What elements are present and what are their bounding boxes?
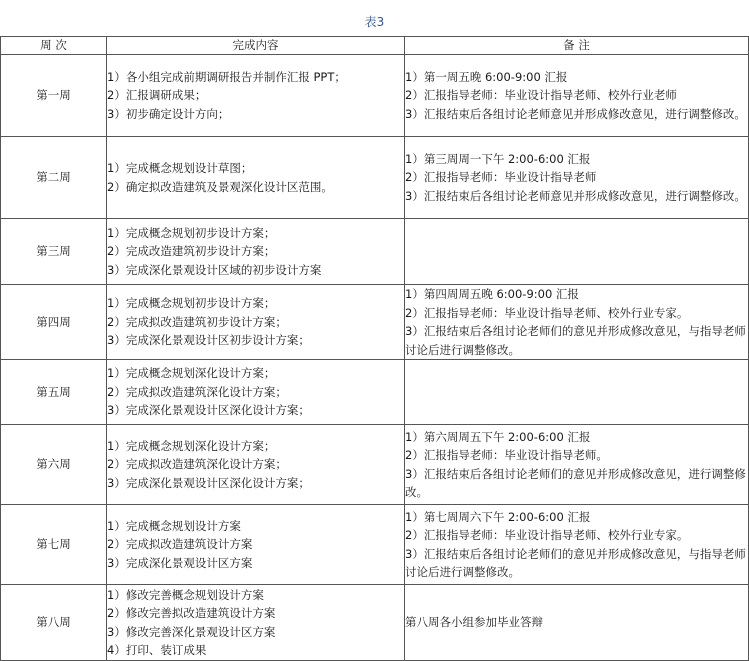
note-line: 2）汇报指导老师：毕业设计指导老师。 xyxy=(405,448,608,462)
content-line: 1）完成概念规划深化设计方案； xyxy=(107,366,276,381)
note-cell xyxy=(405,505,749,585)
note-cell xyxy=(405,585,749,661)
note-line: 3）汇报结束后各组讨论老师意见并形成修改意见，进行调整修改。 xyxy=(405,188,746,203)
note-line: 2）汇报指导老师：毕业设计指导老师 xyxy=(405,170,597,185)
content-line: 3）完成深化景观设计区初步设计方案； xyxy=(107,333,310,348)
content-line: 3）修改完善深化景观设计区方案 xyxy=(107,624,276,639)
week-cell: 第六周 xyxy=(1,425,107,505)
note-line: 3）汇报结束后各组讨论老师意见并形成修改意见，进行调整修改。 xyxy=(405,106,746,121)
content-line: 3）完成深化景观设计区深化设计方案； xyxy=(107,403,310,418)
note-cell xyxy=(405,55,749,137)
note-cell xyxy=(405,360,749,425)
table-row xyxy=(1,285,749,360)
table-caption: 表3 xyxy=(364,15,385,29)
note-line: 3）汇报结束后各组讨论老师们的意见并形成修改意见，与指导老师讨论后进行调整修改。 xyxy=(405,546,746,579)
week-cell: 第七周 xyxy=(1,505,107,585)
header-content: 完成内容 xyxy=(107,37,405,55)
week-cell: 第四周 xyxy=(1,285,107,360)
content-cell xyxy=(107,137,405,219)
content-line: 1）完成概念规划设计方案 xyxy=(107,518,241,533)
content-line: 1）完成概念规划初步设计方案； xyxy=(107,296,276,311)
note-cell xyxy=(405,219,749,285)
content-line: 1）完成概念规划初步设计方案； xyxy=(107,225,276,240)
header-row xyxy=(1,37,749,55)
week-cell: 第二周 xyxy=(1,137,107,219)
content-line: 2）汇报调研成果； xyxy=(107,88,207,103)
content-line: 2）确定拟改造建筑及景观深化设计区范围。 xyxy=(107,179,333,194)
week-cell: 第一周 xyxy=(1,55,107,137)
content-line: 2）完成拟改造建筑设计方案 xyxy=(107,537,253,552)
note-line: 1）第四周周五晚 6:00-9:00 汇报 xyxy=(405,287,579,301)
content-line: 2）完成改造建筑初步设计方案； xyxy=(107,244,276,259)
content-line: 1）修改完善概念规划设计方案 xyxy=(107,587,264,602)
note-line: 1）第一周五晚 6:00-9:00 汇报 xyxy=(405,69,568,84)
week-cell: 第五周 xyxy=(1,360,107,425)
header-week: 周 次 xyxy=(1,37,107,55)
content-cell xyxy=(107,505,405,585)
note-cell xyxy=(405,425,749,505)
week-cell: 第八周 xyxy=(1,585,107,661)
week-cell: 第三周 xyxy=(1,219,107,285)
content-line: 1）各小组完成前期调研报告并制作汇报 PPT； xyxy=(107,69,346,84)
content-cell xyxy=(107,55,405,137)
table-row xyxy=(1,137,749,219)
content-cell xyxy=(107,360,405,425)
content-line: 1）完成概念规划深化设计方案； xyxy=(107,438,276,453)
note-line: 1）第七周周六下午 2:00-6:00 汇报 xyxy=(405,509,591,524)
table-row xyxy=(1,55,749,137)
table-row xyxy=(1,585,749,661)
content-line: 4）打印、装订成果 xyxy=(107,643,207,657)
table-row xyxy=(1,219,749,285)
content-line: 3）初步确定设计方向； xyxy=(107,106,230,121)
content-line: 2）完成拟改造建筑深化设计方案； xyxy=(107,457,287,472)
note-line: 3）汇报结束后各组讨论老师们的意见并形成修改意见，与指导老师讨论后进行调整修改。 xyxy=(405,324,746,357)
content-line: 1）完成概念规划设计草图； xyxy=(107,161,253,175)
content-line: 2）完成拟改造建筑初步设计方案； xyxy=(107,314,287,329)
note-cell xyxy=(405,137,749,219)
content-cell xyxy=(107,219,405,285)
note-line: 3）汇报结束后各组讨论老师们的意见并形成修改意见，进行调整修改。 xyxy=(405,466,746,499)
content-line: 3）完成深化景观设计区深化设计方案； xyxy=(107,475,310,490)
note-line: 第八周各小组参加毕业答辩 xyxy=(405,615,543,630)
content-line: 3）完成深化景观设计区域的初步设计方案 xyxy=(107,262,322,277)
note-line: 2）汇报指导老师：毕业设计指导老师、校外行业老师 xyxy=(405,88,677,103)
content-cell xyxy=(107,585,405,661)
table-row xyxy=(1,505,749,585)
content-line: 2）修改完善拟改造建筑设计方案 xyxy=(107,606,276,620)
content-line: 2）完成拟改造建筑深化设计方案； xyxy=(107,384,287,399)
table-row xyxy=(1,425,749,505)
note-line: 2）汇报指导老师：毕业设计指导老师、校外行业专家。 xyxy=(405,305,689,320)
note-line: 1）第三周周一下午 2:00-6:00 汇报 xyxy=(405,151,591,166)
schedule-table xyxy=(0,36,749,661)
table-row xyxy=(1,360,749,425)
content-cell xyxy=(107,425,405,505)
content-cell xyxy=(107,285,405,360)
note-line: 2）汇报指导老师：毕业设计指导老师、校外行业专家。 xyxy=(405,528,689,542)
note-line: 1）第六周周五下午 2:00-6:00 汇报 xyxy=(405,429,591,444)
note-cell xyxy=(405,285,749,360)
header-notes: 备 注 xyxy=(405,37,749,55)
content-line: 3）完成深化景观设计区方案 xyxy=(107,555,253,570)
